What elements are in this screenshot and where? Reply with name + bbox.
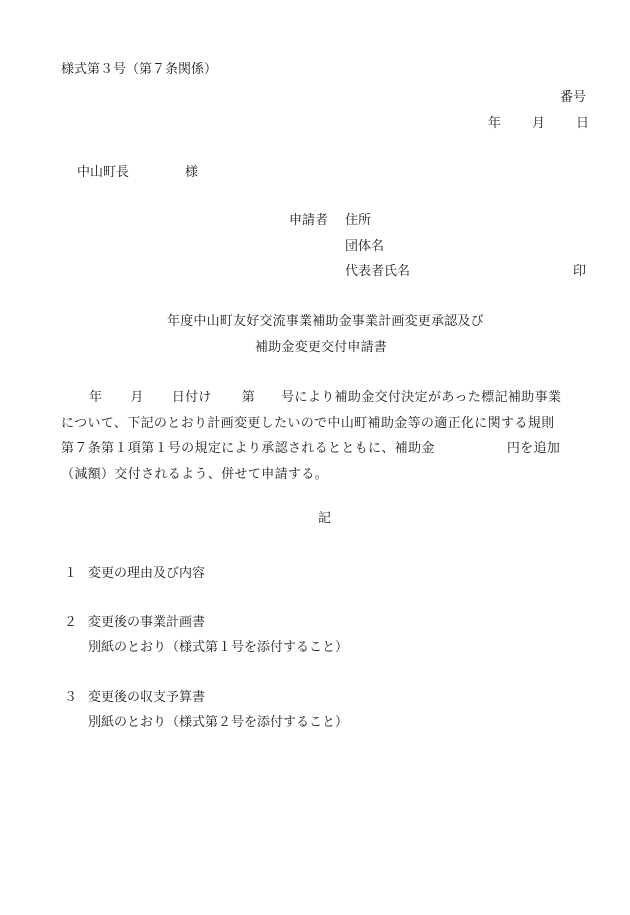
item-note: 別紙のとおり（様式第２号を添付すること） [88,715,349,730]
document-title-line-1: 年度中山町友好交流事業補助金事業計画変更承認及び [167,314,484,329]
applicant-label: 申請者 [289,213,329,228]
applicant-representative-label: 代表者氏名 [345,264,411,279]
date-line [488,115,589,134]
item-number: ２ [64,615,78,630]
application-body [61,385,587,487]
date-day: 日 [576,116,590,131]
body-line-2: について、下記のとおり計画変更したいので中山町補助金等の適正化に関する規則 [61,415,555,431]
applicant-address-label: 住所 [345,213,372,228]
body-line-1-rest: 号により補助金交付決定があった標記補助事業 [281,390,562,405]
item-number: ３ [64,690,78,705]
body-dated: 日付け [171,390,212,405]
list-item [64,689,205,708]
body-line-3-tail: 円を追加 [506,441,561,456]
body-month: 月 [130,390,144,405]
ki-heading: 記 [318,511,332,526]
list-item [64,565,205,584]
addressee-honorific: 様 [185,165,199,180]
body-line-3-head: 第７条第１項第１号の規定により承認されるとともに、補助金 [61,441,435,456]
item-label: 変更の理由及び内容 [88,566,206,581]
seal-mark: 印 [573,264,587,279]
body-year: 年 [89,390,103,405]
item-label: 変更後の収支予算書 [88,690,206,705]
date-year: 年 [488,116,502,131]
item-note: 別紙のとおり（様式第１号を添付すること） [88,640,349,655]
body-line-1 [61,385,587,411]
body-no: 第 [241,390,256,405]
form-label: 様式第３号（第７条関係） [61,62,218,77]
document-number-label: 番号 [560,90,587,105]
body-line-3 [61,436,587,462]
date-month: 月 [532,116,546,131]
body-line-4: （減額）交付されるよう、併せて申請する。 [61,466,329,482]
item-number: １ [64,566,78,581]
document-title-line-2: 補助金変更交付申請書 [255,340,388,355]
addressee-name: 中山町長 [77,165,130,180]
item-label: 変更後の事業計画書 [88,615,206,630]
applicant-organization-label: 団体名 [345,239,385,254]
list-item [64,614,205,633]
addressee [77,164,198,183]
